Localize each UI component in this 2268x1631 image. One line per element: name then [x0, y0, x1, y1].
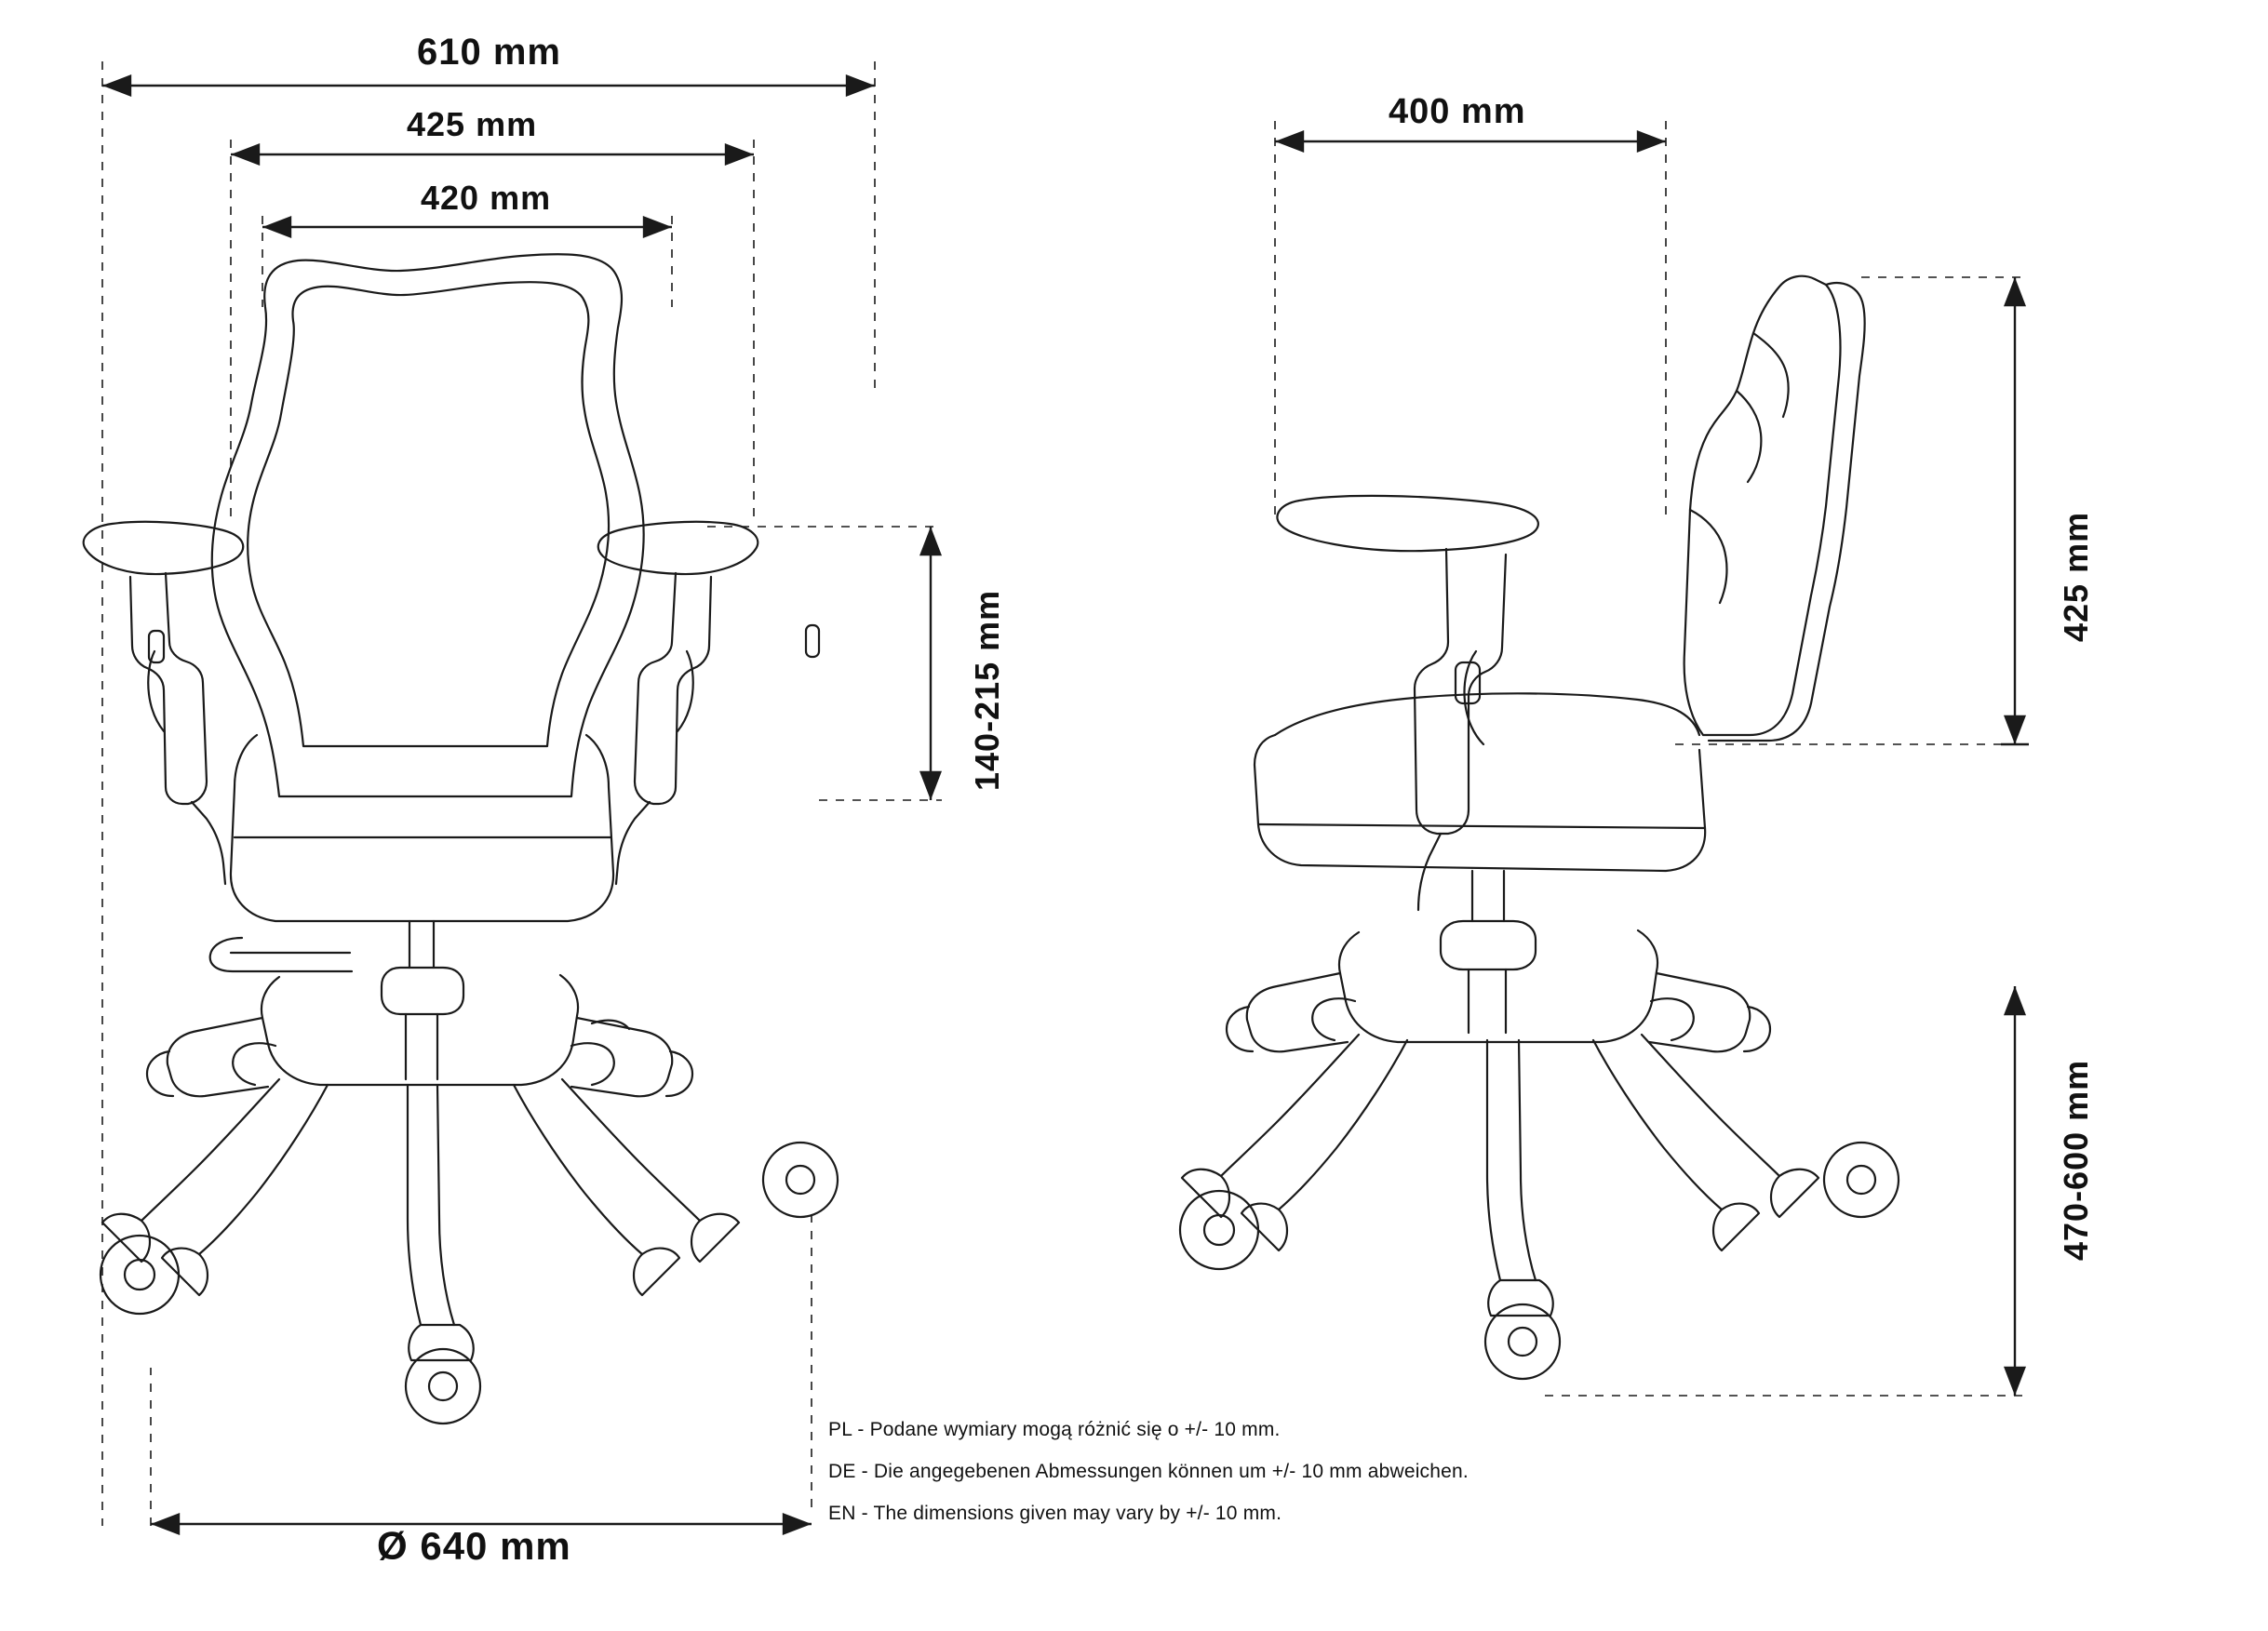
tolerance-notes — [828, 1419, 1536, 1544]
dimension-label-base-diameter: Ø 640 mm — [377, 1524, 571, 1568]
dimension-label-seat-width: 420 mm — [421, 179, 552, 217]
note-en: EN - The dimensions given may vary by +/- 10 mm. — [828, 1503, 1282, 1524]
dimension-lines-front — [102, 61, 942, 1526]
dimension-label-armrest-width: 425 mm — [407, 105, 538, 143]
dimension-label-seat-height: 470-600 mm — [2057, 1059, 2095, 1261]
note-pl: PL - Podane wymiary mogą różnić się o +/- 10 mm. — [828, 1419, 1281, 1440]
dimension-lines-side — [1275, 121, 2029, 1396]
dimension-label-backrest-height: 425 mm — [2057, 511, 2095, 642]
dimension-label-armrest-height: 140-215 mm — [968, 589, 1006, 791]
dimension-label-overall-width: 610 mm — [417, 32, 561, 73]
note-de: DE - Die angegebenen Abmessungen können um +/- 10 mm abweichen. — [828, 1461, 1469, 1482]
front-view-chair — [84, 254, 838, 1424]
dimension-label-side-depth: 400 mm — [1389, 92, 1526, 131]
side-view-chair — [1180, 276, 1899, 1379]
